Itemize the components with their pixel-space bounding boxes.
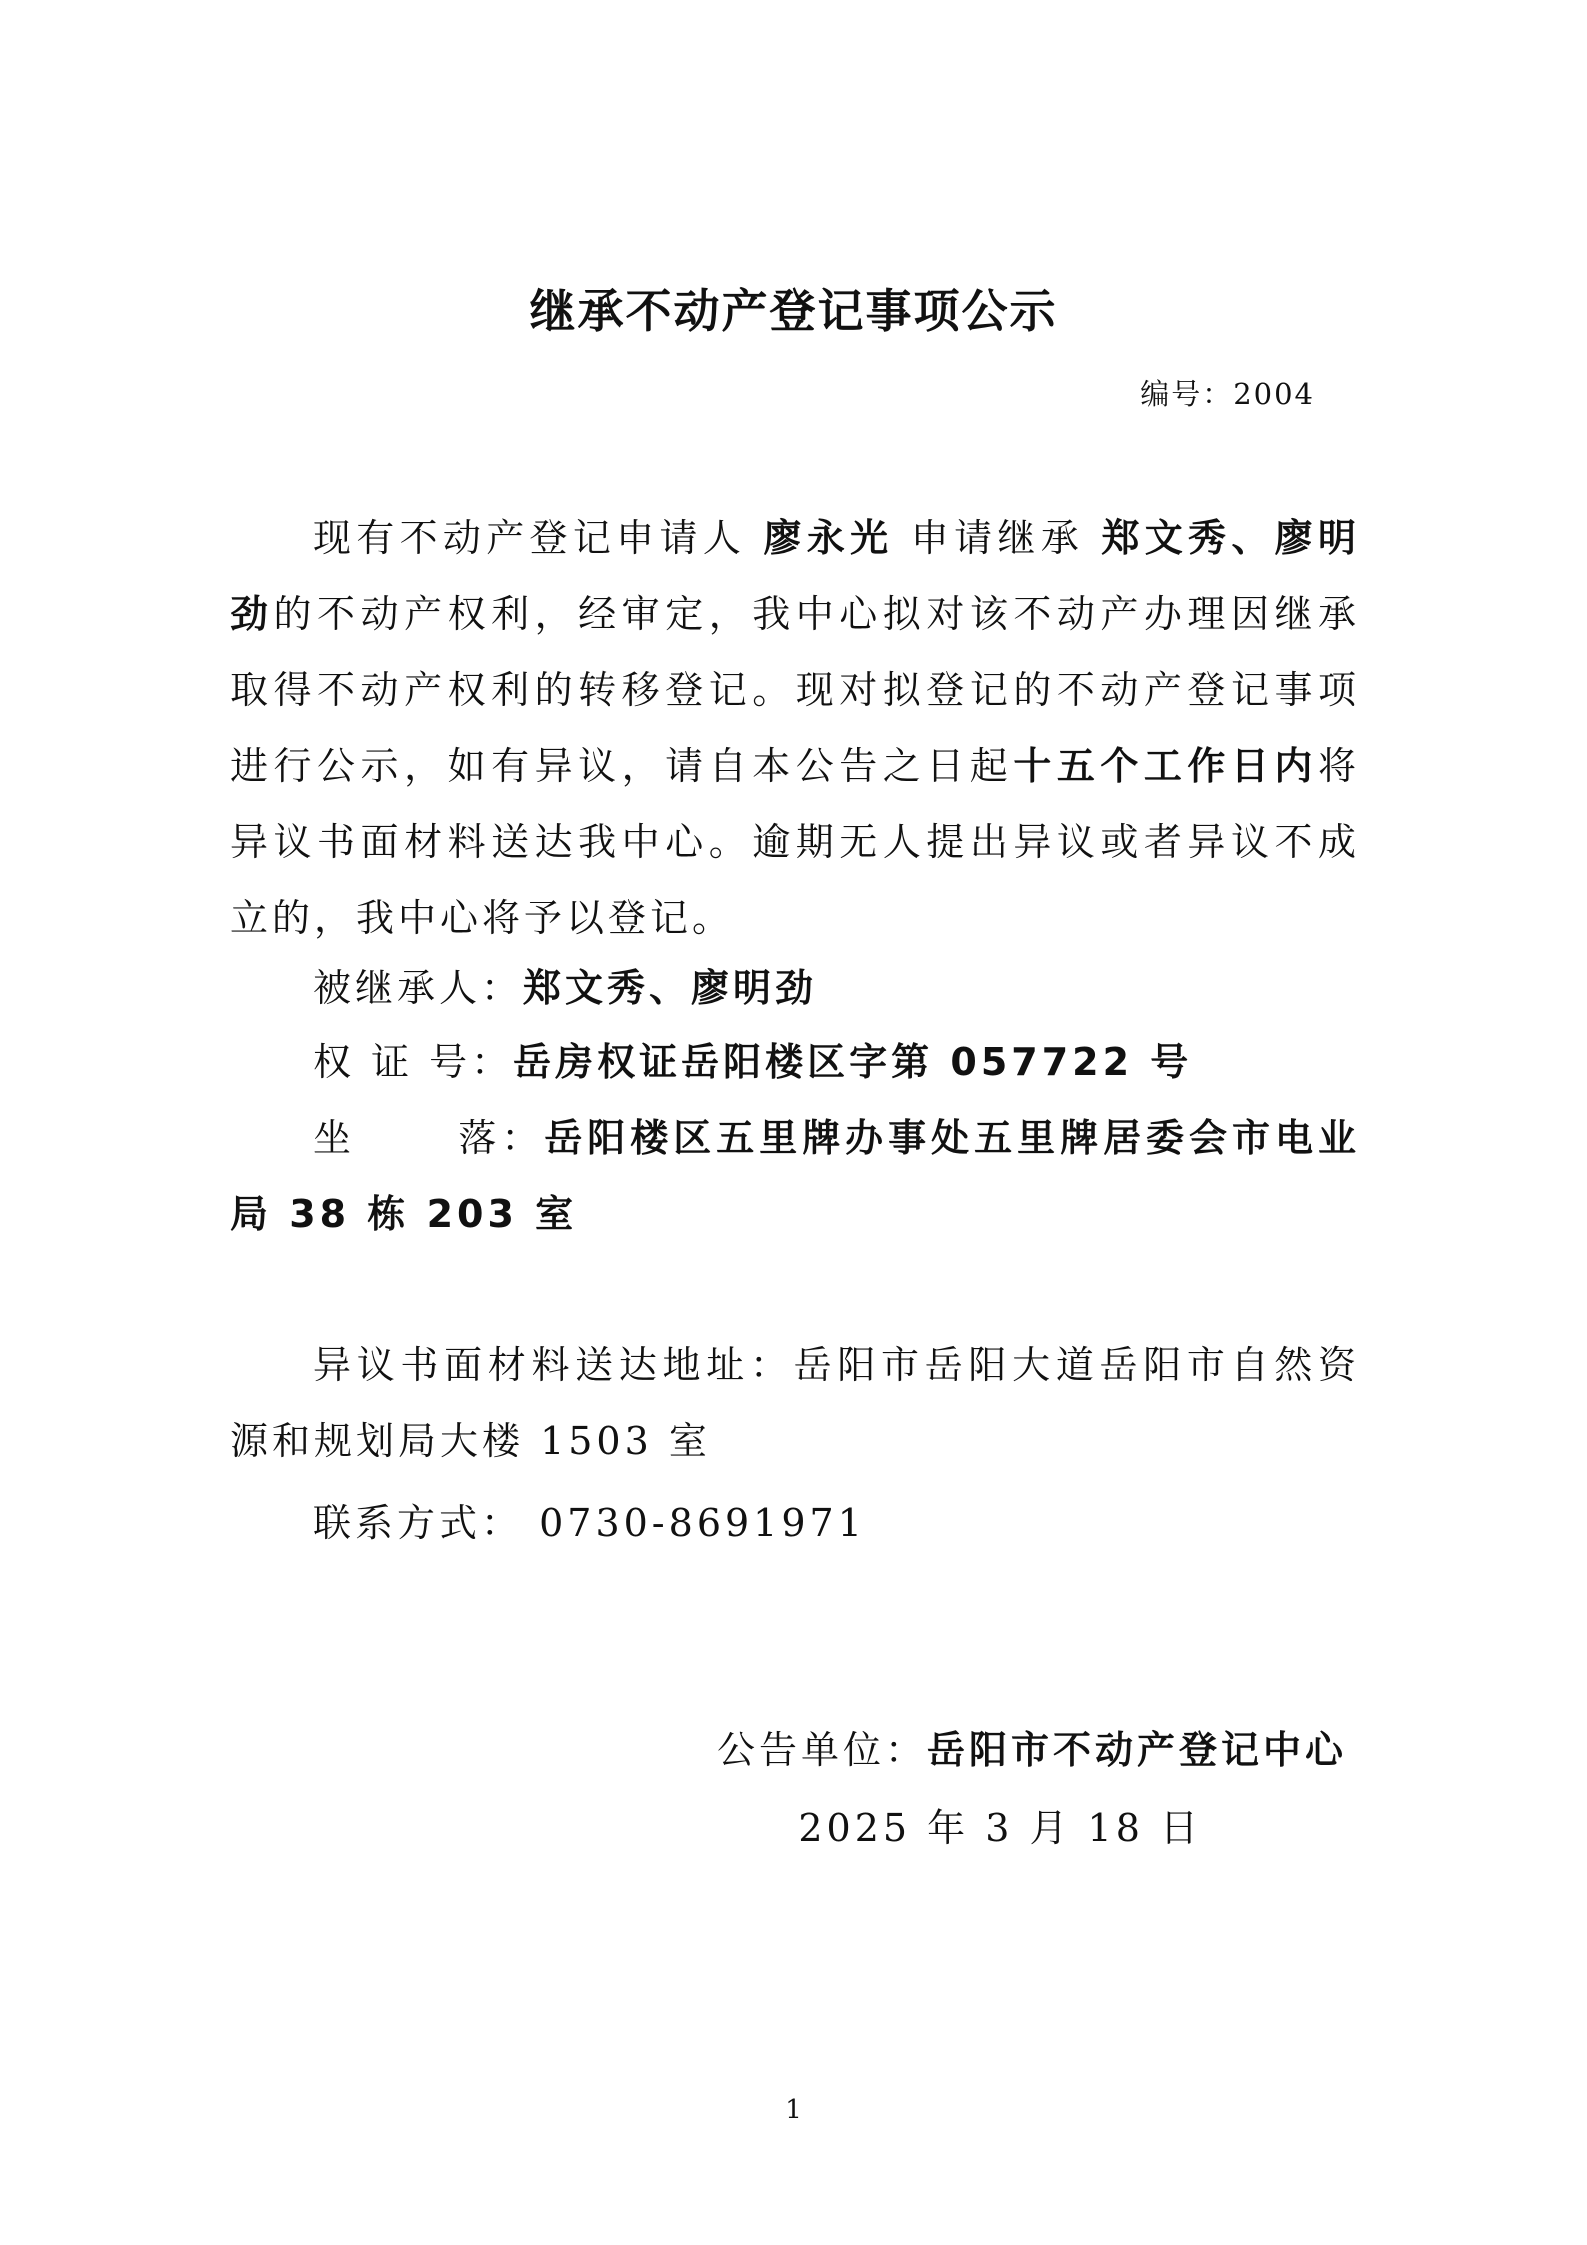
- main-text-part2: 申请继承: [893, 516, 1102, 560]
- page-title: 继承不动产登记事项公示: [529, 284, 1058, 338]
- contact-label: 联系方式：: [313, 1501, 524, 1545]
- issuer-value: 岳阳市不动产登记中心: [926, 1728, 1347, 1772]
- certificate-value: 岳房权证岳阳楼区字第 057722 号: [513, 1040, 1193, 1084]
- location-value: 岳阳楼区五里牌办事处五里牌居委会市电业局 38 栋 203 室: [230, 1116, 1360, 1236]
- main-text-part1: 现有不动产登记申请人: [313, 516, 764, 560]
- main-text-part3: 的不动产权利，经审定，我中心拟对该不动产办理因继承取得不动产权利的转移登记。现对拟登记的不动产登记事项进行公示，如有异议，请自本公告之日起: [230, 592, 1360, 788]
- certificate-line: [313, 1024, 1443, 1100]
- page-number: 1: [785, 2095, 802, 2125]
- main-paragraph: [230, 500, 1360, 956]
- document-number: 编号：2004: [1140, 377, 1315, 411]
- applicant-name: 廖永光: [763, 516, 894, 560]
- location-label: 坐 落：: [313, 1116, 545, 1160]
- contact-line: [313, 1485, 1443, 1561]
- certificate-label: 权 证 号：: [313, 1040, 514, 1084]
- issuer-line: [717, 1712, 1347, 1788]
- decedent-names: 郑文秀、廖明劲: [230, 516, 1360, 636]
- objection-address: 异议书面材料送达地址：岳阳市岳阳大道岳阳市自然资源和规划局大楼 1503 室: [230, 1343, 1360, 1463]
- main-text-part4: 将异议书面材料送达我中心。逾期无人提出异议或者异议不成立的，我中心将予以登记。: [230, 744, 1360, 940]
- heir-label: 被继承人：: [313, 966, 524, 1010]
- objection-deadline: 十五个工作日内: [1013, 744, 1318, 788]
- location-line: [230, 1100, 1360, 1252]
- issuer-label: 公告单位：: [716, 1728, 927, 1772]
- heir-line: [313, 950, 1443, 1026]
- contact-value: 0730-8691971: [523, 1501, 866, 1545]
- announcement-date: 2025 年 3 月 18 日: [798, 1806, 1202, 1850]
- heir-value: 郑文秀、廖明劲: [523, 966, 818, 1010]
